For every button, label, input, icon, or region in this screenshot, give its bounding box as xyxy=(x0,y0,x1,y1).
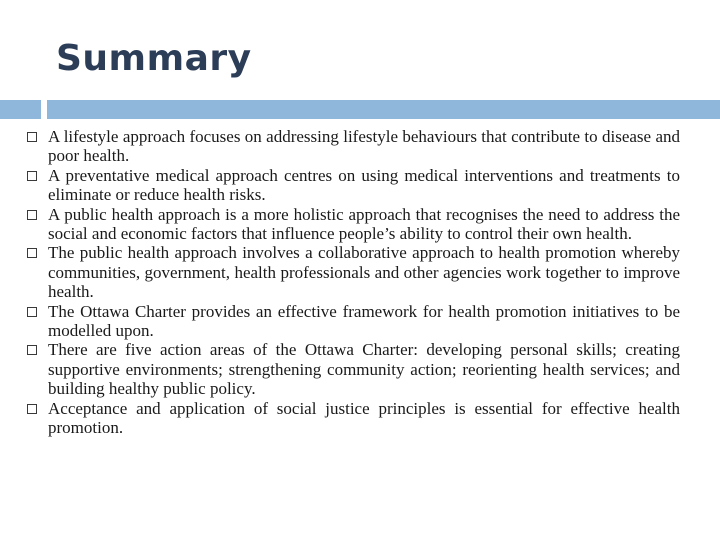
accent-bar-right xyxy=(47,100,720,119)
bullet-item xyxy=(27,302,680,341)
bullet-item xyxy=(27,399,680,438)
square-bullet-icon xyxy=(27,171,37,181)
bullet-text: A preventative medical approach centres on using medical interventions and treatments to eliminate or reduce health risks. xyxy=(48,165,680,205)
bullet-item xyxy=(27,205,680,244)
square-bullet-icon xyxy=(27,210,37,220)
bullet-text: There are five action areas of the Ottawa Charter: developing personal skills; creating supportive environments; strengthening community action; reorienting health services; and building healthy public policy. xyxy=(48,340,680,399)
bullet-text: Acceptance and application of social justice principles is essential for effective health promotion. xyxy=(48,398,680,438)
square-bullet-icon xyxy=(27,345,37,355)
square-bullet-icon xyxy=(27,307,37,317)
bullet-text: A lifestyle approach focuses on addressing lifestyle behaviours that contribute to disease and poor health. xyxy=(48,127,680,166)
bullet-item xyxy=(27,127,680,166)
square-bullet-icon xyxy=(27,132,37,142)
bullet-text: The public health approach involves a collaborative approach to health promotion whereby communities, government, health professionals and other agencies work together to improve health. xyxy=(48,243,680,302)
accent-bar-left xyxy=(0,100,41,119)
bullet-list xyxy=(27,127,680,438)
bullet-text: The Ottawa Charter provides an effective framework for health promotion initiatives to be modelled upon. xyxy=(48,301,680,341)
slide-title: Summary xyxy=(56,38,252,79)
bullet-text: A public health approach is a more holistic approach that recognises the need to address the social and economic factors that influence people’s ability to control their own health. xyxy=(48,204,680,244)
square-bullet-icon xyxy=(27,404,37,414)
bullet-item xyxy=(27,340,680,398)
bullet-item xyxy=(27,243,680,301)
bullet-item xyxy=(27,166,680,205)
square-bullet-icon xyxy=(27,248,37,258)
